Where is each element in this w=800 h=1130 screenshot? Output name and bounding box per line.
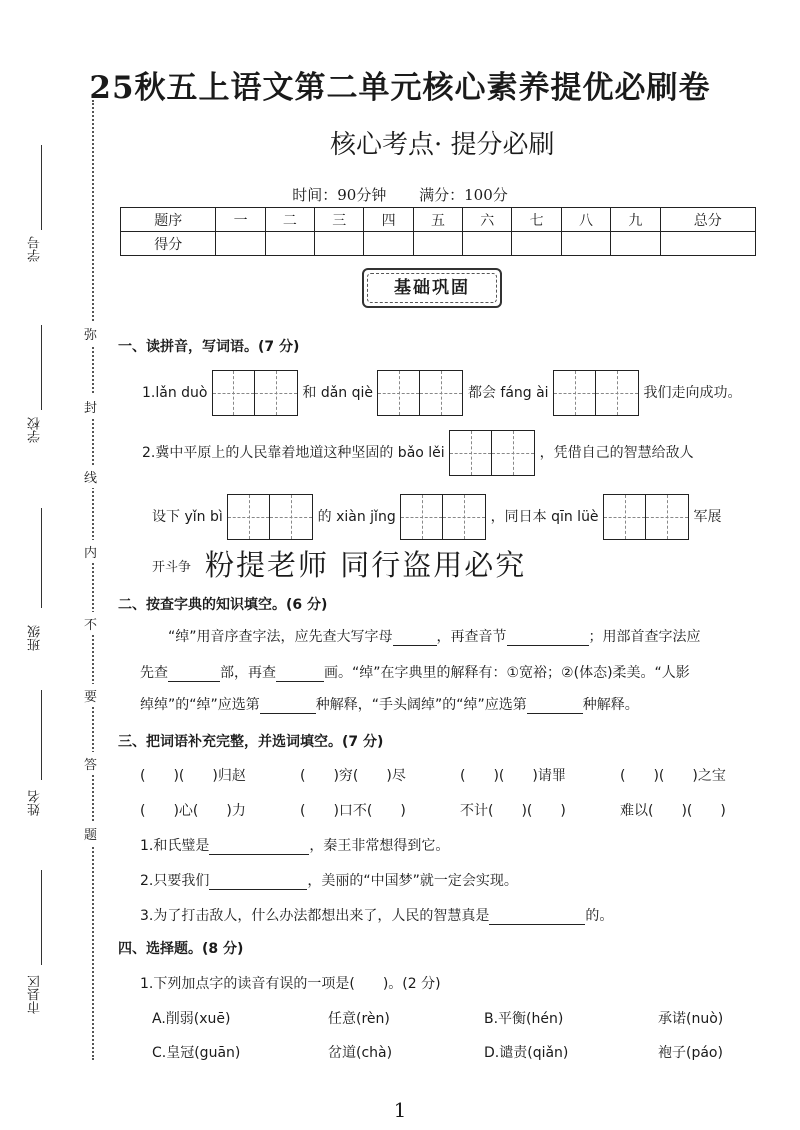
blank-field[interactable] [209,889,307,890]
district-line[interactable] [41,870,42,965]
q3-sentence3 [140,905,613,925]
page-title: 25秋五上语文第二单元核心素养提优必刷卷 [89,70,711,106]
score-header-cell: 三 [315,208,364,232]
seal-char: 题 [84,822,97,845]
option-c-item1[interactable]: C.皇冠(guān) [152,1045,241,1061]
q1-l3-a: 设下 yǐn bì [152,509,223,525]
q1-line2 [142,430,694,476]
seal-char: 答 [84,752,97,775]
q4-option-row [152,1008,768,1028]
score-cell[interactable] [364,232,413,256]
watermark-text: 粉提老师 同行盗用必究 [205,548,527,582]
seal-char: 内 [84,540,97,563]
q1-l3-d: 军展 [693,509,722,525]
score-header-cell: 总分 [660,208,756,232]
q2-line1 [168,626,701,646]
score-cell[interactable] [512,232,561,256]
q3-sentence1 [140,835,449,855]
score-header-cell: 七 [512,208,561,232]
district-label: 市县区 [28,975,43,1014]
score-header-cell: 二 [265,208,314,232]
score-cell[interactable] [463,232,512,256]
exam-meta [0,184,800,205]
idiom-blank[interactable]: ( )( )归赵 [140,768,246,784]
blank-field[interactable] [209,854,309,855]
q2-l3-c: 种解释。 [582,697,639,713]
q3-sentence2 [140,870,518,890]
option-b-item1[interactable]: B.平衡(hén) [484,1011,564,1027]
idiom-blank[interactable]: 难以( )( ) [620,803,726,819]
blank-field[interactable] [260,713,316,714]
q1-l1-d: 我们走向成功。 [643,385,742,401]
q2-l1-b: ，再查音节 [436,629,507,645]
idiom-blank[interactable]: ( )( )请罪 [460,768,566,784]
name-label: 姓名 [28,790,43,816]
score-cell[interactable] [561,232,610,256]
answer-grid[interactable] [553,370,639,416]
student-id-label: 学号 [28,236,43,262]
q1-l1-a: 1.lǎn duò [142,385,208,401]
blank-field[interactable] [527,713,583,714]
q3-s1-b: ，秦王非常想得到它。 [309,838,450,854]
q1-line1 [142,370,741,416]
student-id-line[interactable] [41,145,42,230]
answer-grid[interactable] [212,370,298,416]
idiom-blank[interactable]: ( )心( )力 [140,803,246,819]
answer-grid[interactable] [449,430,535,476]
q2-l2-a: 先查 [140,665,168,681]
q2-l1-c: ；用部首查字法应 [588,629,701,645]
blank-field[interactable] [168,681,220,682]
score-table [120,207,756,256]
q3-idiom-row [140,800,770,820]
q2-l2-b: 部，再查 [220,665,276,681]
q1-heading: 一、读拼音，写词语。(7 分) [118,339,300,355]
exam-time: 时间：90分钟 [292,186,387,204]
option-a-item1[interactable]: A.削弱(xuē) [152,1011,231,1027]
q1-line3 [152,494,721,540]
class-line[interactable] [41,508,42,608]
school-label: 学校 [28,417,43,443]
class-label: 班级 [28,625,43,651]
score-table-header-row [121,208,756,232]
score-header-cell: 题序 [121,208,216,232]
idiom-blank[interactable]: ( )( )之宝 [620,768,726,784]
q2-l1-a: “绰”用音序查字法，应先查大写字母 [168,629,393,645]
q3-s3-a: 3.为了打击敌人，什么办法都想出来了，人民的智慧真是 [140,908,490,924]
blank-field[interactable] [507,645,589,646]
score-header-cell: 一 [216,208,265,232]
blank-field[interactable] [393,645,437,646]
idiom-blank[interactable]: 不计( )( ) [460,803,566,819]
score-header-cell: 五 [413,208,462,232]
q3-s1-a: 1.和氏璧是 [140,838,210,854]
option-d-item1[interactable]: D.谴责(qiǎn) [484,1045,569,1061]
q2-l3-a: 绰绰”的“绰”应选第 [140,697,260,713]
answer-grid[interactable] [227,494,313,540]
score-header-cell: 六 [463,208,512,232]
score-table-score-row [121,232,756,256]
q3-heading: 三、把词语补充完整，并选词填空。(7 分) [118,734,384,750]
q4-option-row [152,1042,768,1062]
score-header-cell: 九 [611,208,660,232]
seal-char: 封 [84,395,97,418]
idiom-blank[interactable]: ( )穷( )尽 [300,768,406,784]
q2-l2-c: 画。“绰”在字典里的解释有：①宽裕；②(体态)柔美。“人影 [324,665,690,681]
option-c-item2: 岔道(chà) [328,1045,393,1061]
seal-dotted-line [92,100,94,1060]
q2-line2 [140,662,690,682]
q4-heading: 四、选择题。(8 分) [118,941,244,957]
q1-l3-c: ，同日本 qīn lüè [490,509,599,525]
q1-l1-c: 都会 fáng ài [467,385,549,401]
q3-s2-b: ，美丽的“中国梦”就一定会实现。 [307,873,518,889]
name-line[interactable] [41,690,42,780]
q3-s3-b: 的。 [585,908,614,924]
seal-char: 弥 [84,322,97,345]
option-d-item2: 袍子(páo) [658,1045,723,1061]
q2-heading: 二、按查字典的知识填空。(6 分) [118,597,328,613]
q3-idiom-row [140,765,770,785]
answer-grid[interactable] [377,370,463,416]
score-header-cell: 四 [364,208,413,232]
seal-char: 线 [84,465,97,488]
answer-grid[interactable] [400,494,486,540]
seal-char: 不 [84,612,97,635]
page-number: 1 [393,1098,407,1122]
score-cell[interactable] [611,232,660,256]
option-b-item2: 承诺(nuò) [658,1011,724,1027]
section-badge: 基础巩固 [362,268,502,308]
q1-l3-b: 的 xiàn jǐng [317,509,396,525]
idiom-blank[interactable]: ( )口不( ) [300,803,406,819]
q1-line4: 开斗争 [152,560,192,575]
page-subtitle: 核心考点· 提分必刷 [330,130,555,160]
exam-full-score: 满分：100分 [419,186,508,204]
score-cell[interactable] [216,232,265,256]
seal-char: 要 [84,684,97,707]
q1-l2-a: 2.冀中平原上的人民靠着地道这种坚固的 bǎo lěi [142,445,445,461]
q1-l1-b: 和 dǎn qiè [302,385,374,401]
score-row-label: 得分 [121,232,216,256]
score-cell[interactable] [660,232,756,256]
q2-l3-b: 种解释，“手头阔绰”的“绰”应选第 [315,697,527,713]
option-a-item2: 任意(rèn) [328,1011,390,1027]
q1-l2-b: ，凭借自己的智慧给敌人 [539,445,694,461]
score-cell[interactable] [265,232,314,256]
q2-line3 [140,694,639,714]
q4-question1: 1.下列加点字的读音有误的一项是( )。(2 分) [140,976,441,992]
score-header-cell: 八 [561,208,610,232]
school-line[interactable] [41,325,42,410]
q3-s2-a: 2.只要我们 [140,873,210,889]
score-cell[interactable] [413,232,462,256]
blank-field[interactable] [276,681,324,682]
score-cell[interactable] [315,232,364,256]
answer-grid[interactable] [603,494,689,540]
blank-field[interactable] [489,924,585,925]
